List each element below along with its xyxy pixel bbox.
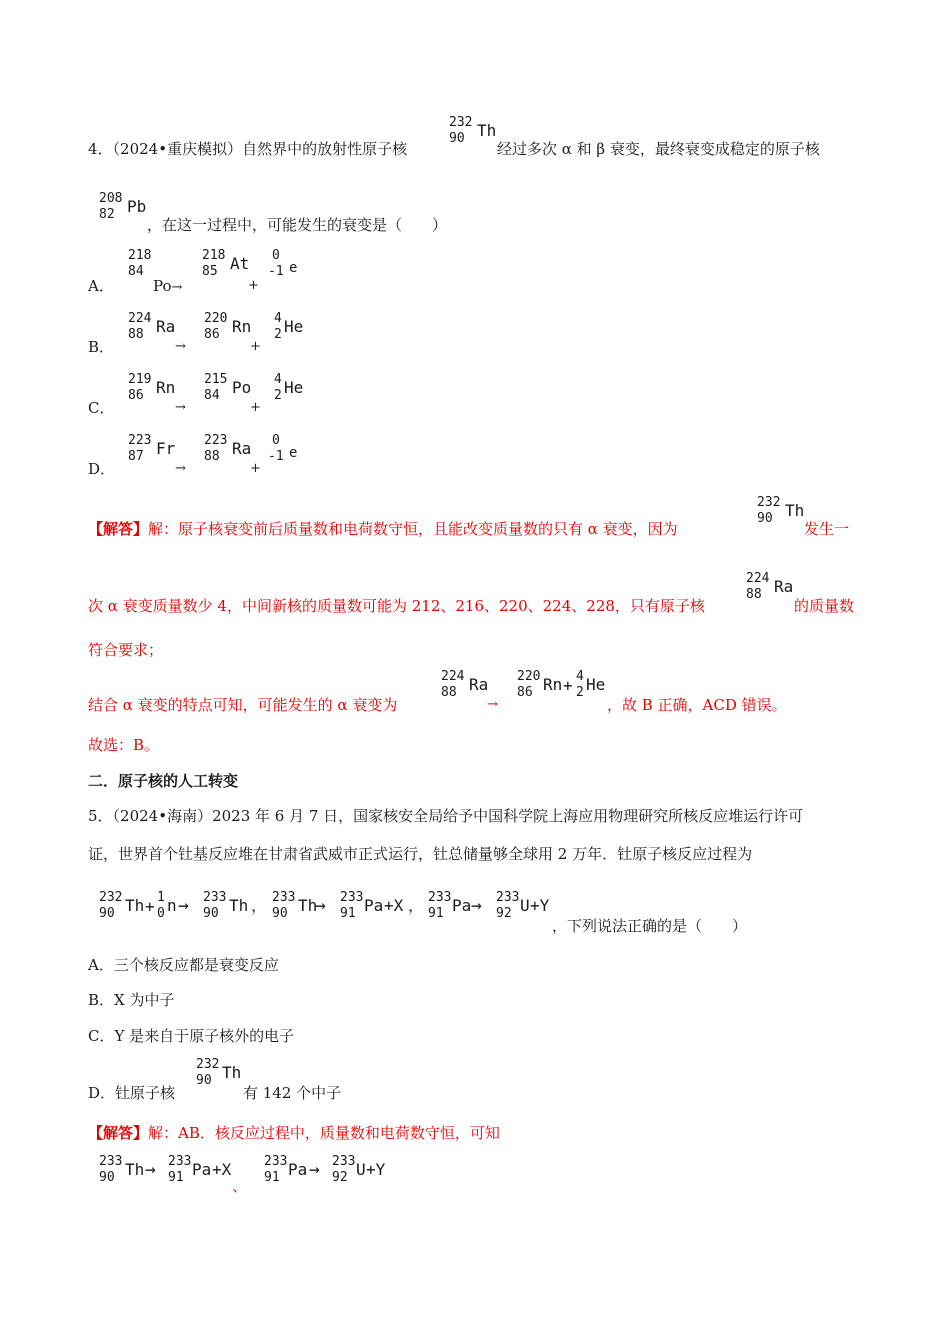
q4-option-d-label[interactable]: D．	[88, 460, 116, 478]
q4-option-d-arrow: →	[175, 461, 186, 476]
q5-option-b[interactable]: B．X 为中子	[88, 991, 175, 1009]
q5-eq-plus1: +	[145, 897, 155, 916]
q5-eq-arrow2: →	[315, 895, 326, 916]
q5-option-d[interactable]: D．钍原子核	[88, 1084, 176, 1102]
q4-option-a-plus: +	[248, 278, 259, 293]
answer-eq-plus: +	[563, 676, 573, 695]
q4-option-c-arrow: →	[175, 400, 186, 415]
q5-stem-line1: 5．（2024•海南）2023 年 6 月 7 日，国家核安全局给予中国科学院上海应用物理研究所核反应堆运行许可	[88, 807, 804, 825]
q4-answer-line4-end: ，故 B 正确，ACD 错误。	[607, 696, 787, 714]
q4-answer-line2: 次 α 衰变质量数少 4，中间新核的质量数可能为 212、216、220、224、228，只有原子核	[88, 597, 705, 615]
q4-answer-line1-end: 发生一	[804, 520, 850, 538]
q5-answer-arrow2: →	[309, 1159, 320, 1180]
q4-stem-part3: ，在这一过程中，可能发生的衰变是（ ）	[147, 216, 448, 234]
section-heading: 二．原子核的人工转变	[88, 772, 239, 790]
q4-option-a-label[interactable]: A．	[88, 277, 114, 295]
q5-option-c[interactable]: C．Y 是来自于原子核外的电子	[88, 1027, 295, 1045]
q4-answer-line1: 【解答】解：原子核衰变前后质量数和电荷数守恒，且能改变质量数的只有 α 衰变，因为	[88, 520, 678, 538]
q4-option-b-plus: +	[250, 339, 261, 354]
q4-option-c-label[interactable]: C．	[88, 399, 115, 417]
q4-option-b-arrow: →	[175, 339, 186, 354]
q4-answer-line3: 符合要求；	[88, 641, 164, 659]
q5-eq-arrow3: →	[471, 895, 482, 916]
q4-option-c-plus: +	[250, 400, 261, 415]
q5-answer-separator: 、	[232, 1177, 248, 1195]
q5-stem-line3: ，下列说法正确的是（ ）	[552, 917, 748, 935]
q4-option-d-plus: +	[250, 461, 261, 476]
q5-option-d-suffix: 有 142 个中子	[243, 1084, 342, 1102]
q4-option-b-label[interactable]: B．	[88, 338, 115, 356]
q5-answer-arrow1: →	[145, 1159, 156, 1180]
q4-answer-line4: 结合 α 衰变的特点可知，可能发生的 α 衰变为	[88, 696, 398, 714]
answer-eq-arrow: →	[487, 697, 498, 712]
q4-option-a-symbol: Po→	[153, 277, 183, 295]
q4-answer-line2-end: 的质量数	[794, 597, 855, 615]
q5-eq-arrow1: →	[178, 895, 189, 916]
q4-stem-part1: 4．（2024•重庆模拟）自然界中的放射性原子核	[88, 140, 408, 158]
q4-stem-part2: 经过多次 α 和 β 衰变，最终衰变成稳定的原子核	[497, 140, 820, 158]
q5-answer-line1: 【解答】解：AB．核反应过程中，质量数和电荷数守恒，可知	[88, 1124, 500, 1142]
q5-option-a[interactable]: A．三个核反应都是衰变反应	[88, 956, 279, 974]
q5-stem-line2: 证，世界首个钍基反应堆在甘肃省武威市正式运行，钍总储量够全球用 2 万年．钍原子核反应过程为	[88, 845, 753, 863]
q4-answer-choice: 故选：B。	[88, 736, 160, 754]
